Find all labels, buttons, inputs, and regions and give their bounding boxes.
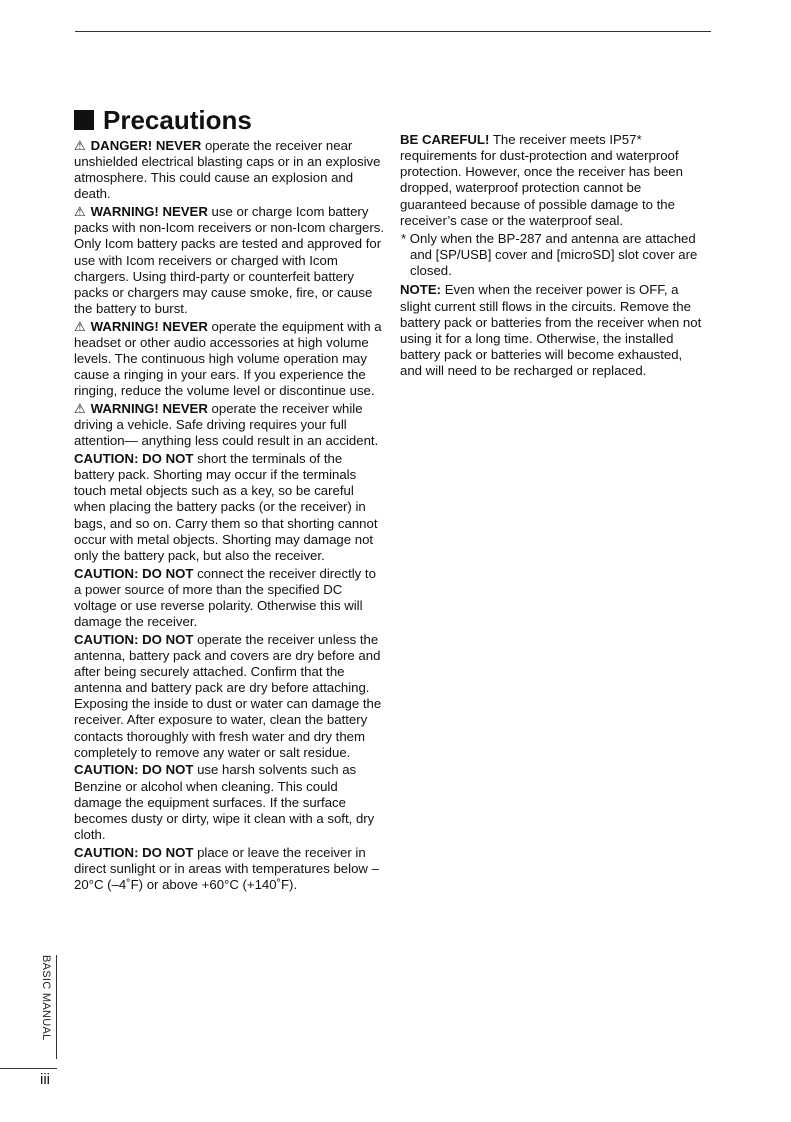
precaution-paragraph — [74, 451, 386, 564]
precaution-label: WARNING! NEVER — [90, 204, 208, 220]
precaution-paragraph — [74, 204, 386, 317]
precaution-label: CAUTION: DO NOT — [74, 565, 194, 581]
warning-triangle-icon: ⚠ — [74, 318, 86, 334]
precaution-text: place or leave the receiver in direct sunlight or in areas with temperatures below –20°C (–4˚F) or above +60°C (+140˚F). — [74, 844, 379, 893]
side-rule — [56, 955, 57, 1059]
precaution-paragraph — [74, 845, 386, 893]
right-column — [400, 132, 702, 381]
precaution-label: DANGER! NEVER — [90, 138, 202, 153]
warning-triangle-icon: ⚠ — [74, 138, 86, 153]
note-paragraph — [400, 282, 702, 379]
precaution-text: use or charge Icom battery packs with non-Icom receivers or non-Icom chargers. Only Icom battery packs are tested and approved for use with Icom receivers or charged with Icom chargers. Using third-party or counterfeit battery packs or chargers may cause smoke, fire, or cause the battery to burst. — [74, 204, 385, 317]
precaution-paragraph — [74, 138, 386, 203]
bottom-rule — [0, 1068, 57, 1069]
precaution-text: operate the receiver near unshielded electrical blasting caps or in an explosive atmosphere. This could cause an explosion and death. — [74, 138, 381, 202]
heading-square-icon — [74, 110, 94, 130]
precaution-text: connect the receiver directly to a power source of more than the specified DC voltage or use reverse polarity. Otherwise this will damage the receiver. — [74, 565, 376, 630]
heading-text: Precautions — [103, 105, 252, 135]
top-rule — [75, 31, 711, 32]
precaution-paragraph — [74, 319, 386, 400]
page-number: iii — [40, 1071, 50, 1088]
precaution-text: operate the receiver while driving a vehicle. Safe driving requires your full attention— anything less could result in an accident. — [74, 401, 379, 449]
precaution-label: CAUTION: DO NOT — [74, 844, 194, 860]
precaution-text: operate the equipment with a headset or other audio accessories at high volume levels. The continuous high volume operation may cause a ringing in your ears. If you experience the ringing, reduce the volume level or discontinue use. — [74, 318, 382, 399]
precaution-label: CAUTION: DO NOT — [74, 450, 194, 466]
footnote: * Only when the BP-287 and antenna are attached and [SP/USB] cover and [microSD] slot cover are closed. — [401, 230, 698, 279]
left-column — [74, 138, 386, 895]
precaution-label: WARNING! NEVER — [90, 318, 208, 334]
section-heading — [74, 103, 252, 137]
precaution-paragraph — [74, 566, 386, 631]
be-careful-text: The receiver meets IP57* requirements for dust-protection and waterproof protection. However, once the receiver has been dropped, waterproof protection cannot be guaranteed because of possible damage to the receiver’s case or the waterproof seal. — [400, 132, 683, 228]
precaution-paragraph — [74, 632, 386, 761]
warning-triangle-icon: ⚠ — [74, 401, 86, 416]
precaution-label: WARNING! NEVER — [90, 401, 208, 416]
precaution-text: short the terminals of the battery pack. Shorting may occur if the terminals touch metal objects such as a key, so be careful when placing the battery packs (or the receiver) in bags, and so on. Carry them so that shorting cannot occur with metal objects. Shorting may damage not only the battery pack, but also the receiver. — [74, 450, 378, 563]
precaution-text: use harsh solvents such as Benzine or alcohol when cleaning. This could damage the equipment surfaces. If the surface becomes dusty or dirty, wipe it clean with a soft, dry cloth. — [74, 762, 375, 843]
note-text: Even when the receiver power is OFF, a slight current still flows in the circuits. Remove the battery pack or batteries from the receiver when not using it for a long time. Otherwise, the installed battery pack or batteries will become exhausted, and will need to be recharged or replaced. — [400, 282, 702, 379]
note-label: NOTE: — [400, 282, 442, 298]
precaution-label: CAUTION: DO NOT — [74, 631, 194, 647]
side-label: BASIC MANUAL — [40, 955, 52, 1041]
precaution-label: CAUTION: DO NOT — [74, 762, 194, 778]
be-careful-paragraph — [400, 132, 702, 229]
precaution-paragraph — [74, 762, 386, 843]
be-careful-label: BE CAREFUL! — [400, 132, 490, 147]
precaution-paragraph — [74, 401, 386, 449]
warning-triangle-icon: ⚠ — [74, 204, 86, 220]
precaution-text: operate the receiver unless the antenna, battery pack and covers are dry before and after being securely attached. Confirm that the antenna and battery pack are dry before attaching. Exposing the inside to dust or water can damage the receiver. After exposure to water, clean the battery contacts thoroughly with fresh water and dry them completely to remove any water or salt residue. — [74, 631, 382, 760]
